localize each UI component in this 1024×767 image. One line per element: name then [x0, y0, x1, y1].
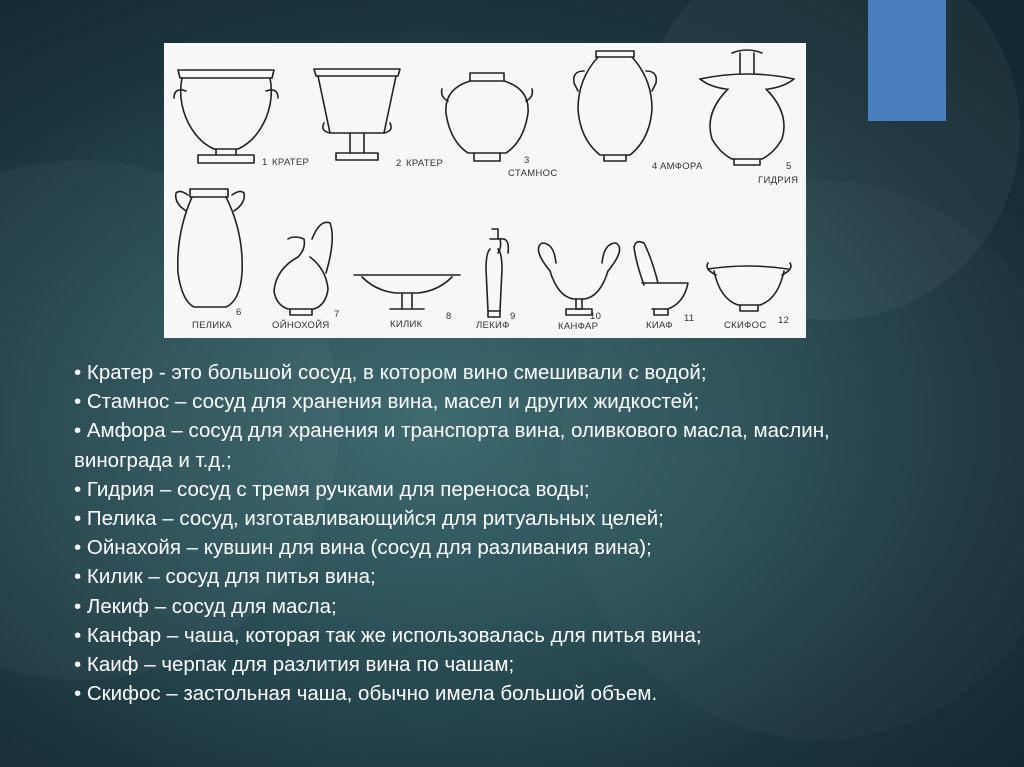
svg-text:2: 2 — [396, 158, 402, 169]
description-line-amphora-cont: винограда и т.д.; — [74, 448, 232, 472]
description-line-krater: • Кратер - это большой сосуд, в котором вино смешивали с водой; — [74, 361, 707, 384]
description-line-hydria: • Гидрия – сосуд с тремя ручками для переноса воды; — [74, 477, 590, 501]
vessel-krater-2 — [314, 69, 400, 160]
vessel-kantharos — [538, 243, 619, 315]
svg-text:7: 7 — [334, 309, 340, 320]
svg-text:12: 12 — [778, 315, 790, 326]
vessel-amphora — [574, 51, 657, 161]
svg-text:КАНФАР: КАНФАР — [558, 321, 599, 332]
svg-text:СТАМНОС: СТАМНОС — [508, 168, 558, 179]
vessel-label — [646, 313, 694, 331]
vessel-lekythos — [486, 229, 508, 317]
description-line-pelike: • Пелика – сосуд, изготавливающийся для ритуальных целей; — [74, 507, 664, 531]
svg-text:КИЛИК: КИЛИК — [390, 319, 423, 330]
vessel-label — [508, 155, 558, 179]
svg-text:ПЕЛИКА: ПЕЛИКА — [192, 320, 232, 331]
vessel-label — [724, 315, 789, 331]
vessel-kylix — [354, 275, 460, 309]
svg-text:ГИДРИЯ: ГИДРИЯ — [758, 175, 799, 186]
description-line-skyphos: • Скифос – застольная чаша, обычно имела большой объем. — [74, 682, 658, 706]
svg-text:АМФОРА: АМФОРА — [660, 161, 703, 172]
svg-text:1: 1 — [262, 157, 268, 168]
vessel-hydria — [700, 50, 794, 165]
vessel-oinochoe — [274, 222, 332, 315]
svg-text:КРАТЕР: КРАТЕР — [272, 157, 310, 168]
vessel-label — [652, 161, 703, 172]
svg-text:СКИФОС: СКИФОС — [724, 320, 767, 331]
greek-vessels-illustration — [164, 43, 806, 338]
vessel-krater-1 — [174, 70, 278, 163]
vessel-descriptions — [74, 358, 974, 708]
description-line-kylix: • Килик – сосуд для питья вина; — [74, 565, 376, 589]
vessel-label — [396, 158, 443, 169]
svg-text:КРАТЕР: КРАТЕР — [406, 158, 444, 169]
svg-text:ЛЕКИФ: ЛЕКИФ — [476, 320, 510, 331]
svg-text:10: 10 — [590, 311, 602, 322]
description-line-kyathos: • Каиф – черпак для разлития вина по чашам; — [74, 653, 515, 677]
svg-text:5: 5 — [786, 161, 792, 172]
description-line-oinochoe: • Ойнахойя – кувшин для вина (сосуд для разливания вина); — [74, 536, 652, 560]
vessel-label — [272, 309, 340, 331]
svg-text:11: 11 — [684, 313, 695, 324]
vessel-pelike — [176, 189, 245, 307]
description-line-stamnos: • Стамнос – сосуд для хранения вина, масел и других жидкостей; — [74, 390, 700, 414]
vessel-label — [192, 307, 242, 331]
svg-text:КИАФ: КИАФ — [646, 320, 673, 331]
vessel-kyathos — [634, 242, 688, 315]
svg-text:4: 4 — [652, 161, 658, 172]
description-line-amphora: • Амфора – сосуд для хранения и транспорта вина, оливкового масла, маслин, — [74, 419, 830, 443]
svg-text:3: 3 — [524, 155, 530, 166]
svg-text:6: 6 — [236, 307, 242, 318]
vessel-label — [476, 311, 516, 331]
svg-text:9: 9 — [510, 311, 516, 322]
vessel-label — [758, 161, 798, 186]
description-line-lekythos: • Лекиф – сосуд для масла; — [74, 594, 337, 618]
svg-text:ОЙНОХОЙЯ: ОЙНОХОЙЯ — [272, 320, 330, 331]
vessel-label — [262, 157, 309, 168]
vessel-label — [390, 311, 452, 330]
accent-rectangle — [868, 0, 946, 121]
svg-text:8: 8 — [446, 311, 452, 322]
vessel-skyphos — [707, 263, 791, 311]
description-line-kantharos: • Канфар – чаша, которая так же использовалась для питья вина; — [74, 623, 702, 647]
vessel-label — [558, 311, 601, 332]
vessel-stamnos — [442, 73, 533, 161]
